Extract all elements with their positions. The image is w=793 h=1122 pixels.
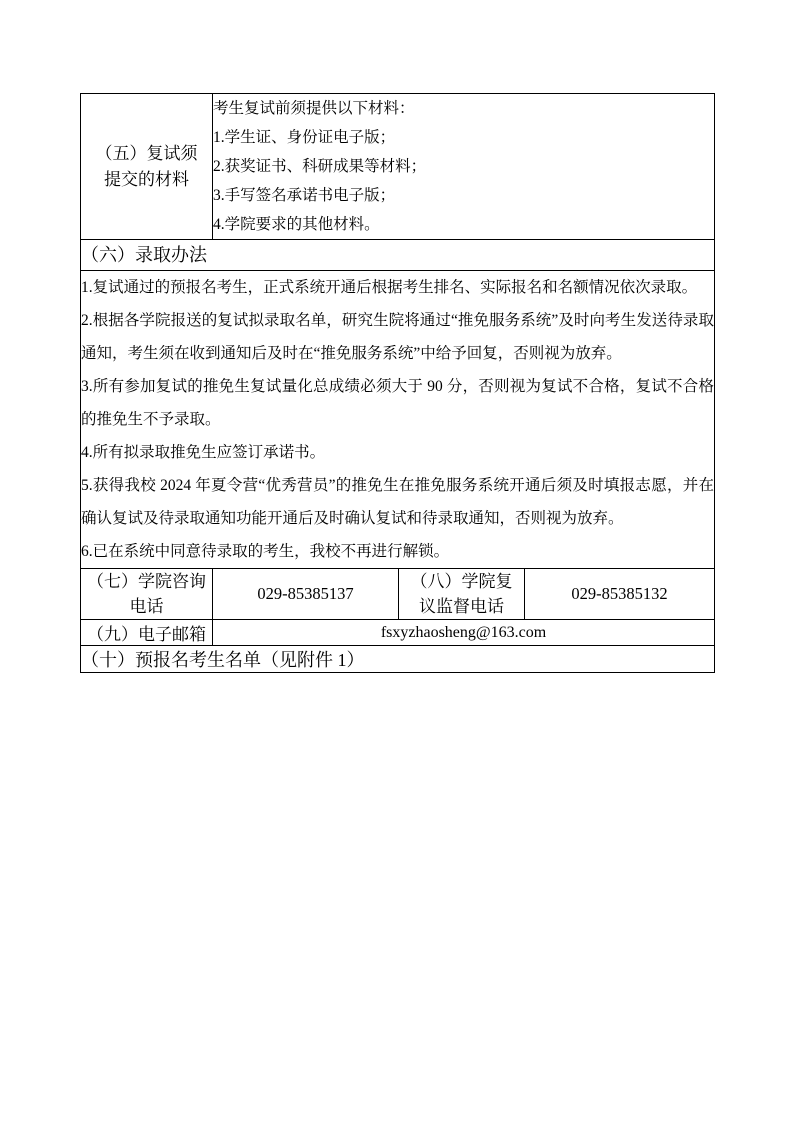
materials-content-cell [213,94,715,240]
admission-paragraph-2: 2.根据各学院报送的复试拟录取名单，研究生院将通过“推免服务系统”及时向考生发送待录取通知，考生须在收到通知后及时在“推免服务系统”中给予回复，否则视为放弃。 [81,312,715,362]
table-row-attachment [81,646,715,673]
email-label: （九）电子邮箱 [81,620,213,646]
admission-body-cell [81,271,715,569]
table-row-admission-body [81,271,715,569]
table-row-email [81,620,715,646]
admission-paragraph-3: 3.所有参加复试的推免生复试量化总成绩必须大于 90 分，否则视为复试不合格，复试不合格的推免生不予录取。 [81,378,715,428]
supervise-phone-value: 029-85385132 [525,569,715,620]
materials-intro: 考生复试前须提供以下材料： [213,100,415,117]
admission-paragraph-5: 5.获得我校 2024 年夏令营“优秀营员”的推免生在推免服务系统开通后须及时填报志愿，并在确认复试及待录取通知功能开通后及时确认复试和待录取通知，否则视为放弃。 [81,477,715,527]
materials-item-2: 2.获奖证书、科研成果等材料； [213,158,427,175]
materials-item-4: 4.学院要求的其他材料。 [213,216,380,233]
materials-label-line-1: （五）复试须 [95,143,198,163]
consult-phone-value: 029-85385137 [213,569,399,620]
materials-label-cell [81,94,213,240]
admission-paragraph-4: 4.所有拟录取推免生应签订承诺书。 [81,444,326,461]
table-row-materials [81,94,715,240]
table-row-admission-heading [81,240,715,271]
admission-info-table [80,93,715,673]
table-row-phones [81,569,715,620]
attachment-row-label: （十）预报名考生名单（见附件 1） [81,646,715,673]
admission-paragraph-1: 1.复试通过的预报名考生，正式系统开通后根据考生排名、实际报名和名额情况依次录取。 [81,279,698,296]
materials-label-line-2: 提交的材料 [104,169,189,189]
materials-item-3: 3.手写签名承诺书电子版； [213,187,396,204]
supervise-phone-label-line-1: （八）学院复 [410,572,513,591]
admission-section-heading: （六）录取办法 [81,240,715,271]
email-value: fsxyzhaosheng@163.com [213,620,715,646]
supervise-phone-label [399,569,525,620]
admission-paragraph-6: 6.已在系统中同意待录取的考生，我校不再进行解锁。 [81,543,450,560]
supervise-phone-label-line-2: 议监督电话 [419,597,504,616]
materials-item-1: 1.学生证、身份证电子版； [213,129,396,146]
consult-phone-label: （七）学院咨询电话 [81,569,213,620]
